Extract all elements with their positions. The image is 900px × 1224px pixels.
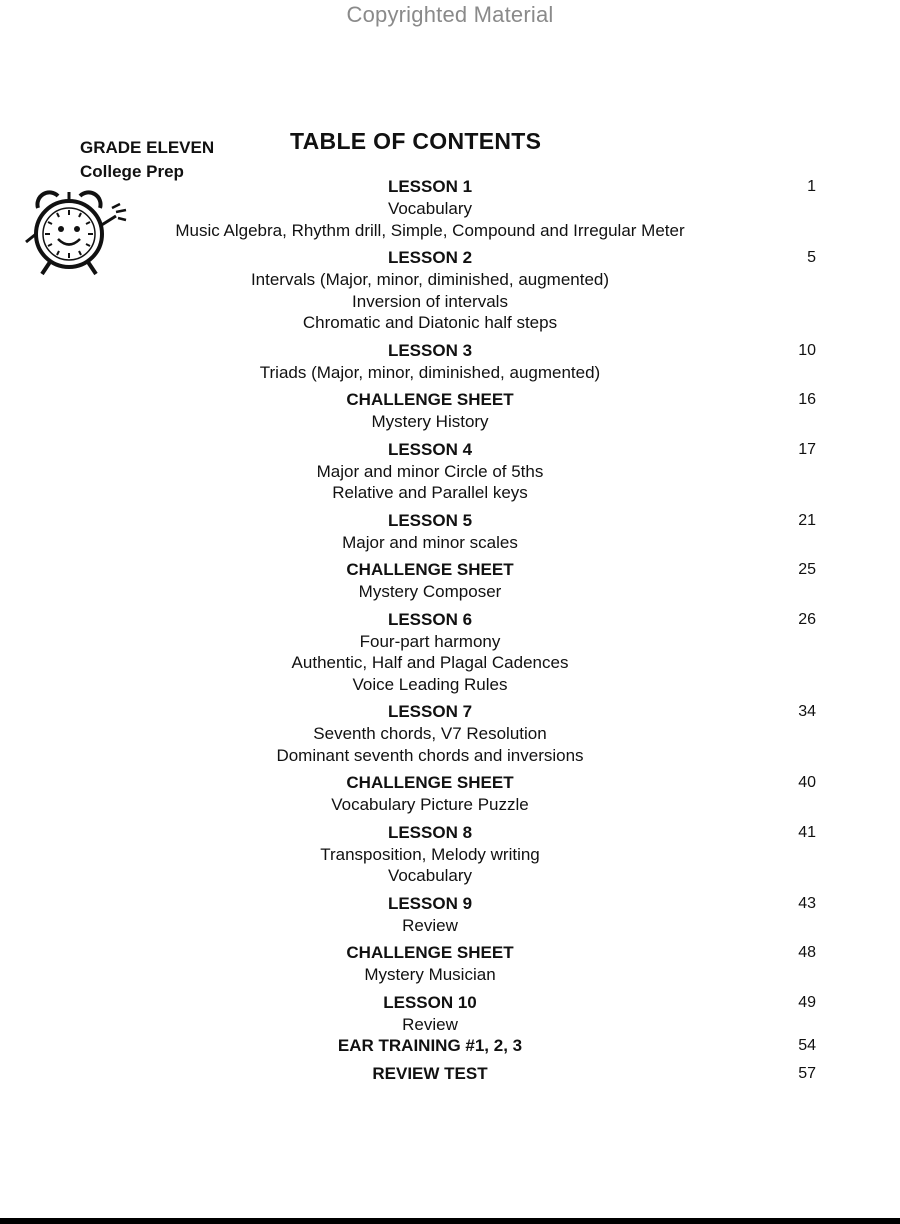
entry-heading: LESSON 6 — [387, 609, 473, 629]
entry-heading: LESSON 3 — [387, 340, 473, 360]
entry-heading: LESSON 9 — [387, 893, 473, 913]
toc-entry-challenge-sheet-1 — [140, 389, 816, 433]
toc-entry-lesson-5 — [140, 510, 816, 554]
entry-line: Authentic, Half and Plagal Cadences — [291, 653, 569, 672]
page-number: 49 — [798, 993, 816, 1011]
entry-line: Vocabulary — [387, 866, 473, 885]
entry-heading: EAR TRAINING #1, 2, 3 — [337, 1036, 523, 1055]
toc-entry-lesson-3 — [140, 340, 816, 384]
entry-heading: REVIEW TEST — [372, 1064, 488, 1083]
entry-line: Review — [402, 915, 458, 935]
page-number: 54 — [798, 1037, 816, 1054]
entry-line: Four-part harmony — [359, 631, 501, 651]
entry-line: Dominant seventh chords and inversions — [276, 745, 584, 765]
entry-line: Major and minor Circle of 5ths — [316, 461, 544, 481]
page-number: 26 — [798, 610, 816, 628]
toc-entry-lesson-2 — [140, 247, 816, 334]
entry-line: Vocabulary Picture Puzzle — [331, 795, 529, 814]
page-number: 57 — [798, 1065, 816, 1082]
page-number: 10 — [798, 341, 816, 359]
entry-line: Transposition, Melody writing — [320, 844, 540, 864]
page-number: 17 — [798, 440, 816, 458]
grade-track: College Prep — [80, 162, 184, 181]
entry-heading: LESSON 7 — [387, 702, 473, 721]
entry-line: Intervals (Major, minor, diminished, augmented) — [250, 270, 610, 289]
toc-entry-challenge-sheet-2 — [140, 559, 816, 603]
entry-heading: LESSON 10 — [383, 992, 477, 1012]
entry-line: Inversion of intervals — [352, 291, 508, 311]
entry-line: Major and minor scales — [342, 532, 518, 552]
toc-entry-lesson-8 — [140, 822, 816, 887]
page-number: 40 — [798, 774, 816, 791]
entry-line: Music Algebra, Rhythm drill, Simple, Compound and Irregular Meter — [175, 220, 685, 240]
toc-entry-challenge-sheet-4 — [140, 942, 816, 986]
entry-heading: LESSON 8 — [387, 822, 473, 842]
entry-line: Mystery Musician — [364, 965, 496, 984]
toc-entry-lesson-9 — [140, 893, 816, 937]
page-title: TABLE OF CONTENTS — [290, 128, 542, 154]
toc-entry-challenge-sheet-3 — [140, 772, 816, 816]
entry-line: Chromatic and Diatonic half steps — [302, 313, 558, 332]
entry-line: Voice Leading Rules — [352, 674, 508, 694]
toc-entry-lesson-7 — [140, 701, 816, 766]
page-number: 5 — [807, 249, 816, 266]
entry-heading: CHALLENGE SHEET — [346, 560, 514, 579]
entry-line: Seventh chords, V7 Resolution — [313, 724, 547, 743]
toc-entry-lesson-6 — [140, 609, 816, 696]
entry-heading: LESSON 5 — [387, 510, 473, 530]
toc-entry-lesson-4 — [140, 439, 816, 504]
toc-entry-ear-training — [140, 1035, 816, 1057]
grade-level: GRADE ELEVEN — [80, 138, 215, 157]
alarm-clock-icon — [20, 186, 130, 282]
page-number: 48 — [798, 944, 816, 961]
entry-line: Triads (Major, minor, diminished, augmented) — [259, 362, 601, 382]
page-number: 25 — [798, 561, 816, 578]
page-number: 16 — [798, 391, 816, 408]
entry-line: Relative and Parallel keys — [332, 483, 528, 502]
entry-heading: LESSON 1 — [387, 177, 473, 196]
page-number: 1 — [807, 178, 816, 195]
entry-heading: LESSON 4 — [387, 439, 473, 459]
entry-line: Mystery Composer — [358, 582, 502, 601]
entry-line: Vocabulary — [387, 199, 473, 218]
entry-heading: CHALLENGE SHEET — [346, 773, 514, 792]
page-number: 21 — [798, 511, 816, 529]
toc-entry-lesson-1 — [140, 176, 816, 241]
entry-heading: CHALLENGE SHEET — [346, 390, 514, 409]
entry-heading: LESSON 2 — [387, 248, 473, 267]
page-number: 41 — [798, 823, 816, 841]
entry-line: Mystery History — [371, 412, 489, 431]
entry-heading: CHALLENGE SHEET — [346, 943, 514, 962]
entry-line: Review — [402, 1014, 458, 1034]
page-number: 43 — [798, 894, 816, 912]
toc-entry-lesson-10 — [140, 992, 816, 1036]
bottom-edge-rule — [0, 1218, 900, 1224]
copyright-watermark: Copyrighted Material — [346, 2, 554, 27]
table-of-contents — [140, 176, 816, 1085]
page-number: 34 — [798, 703, 816, 720]
toc-entry-review-test — [140, 1063, 816, 1085]
